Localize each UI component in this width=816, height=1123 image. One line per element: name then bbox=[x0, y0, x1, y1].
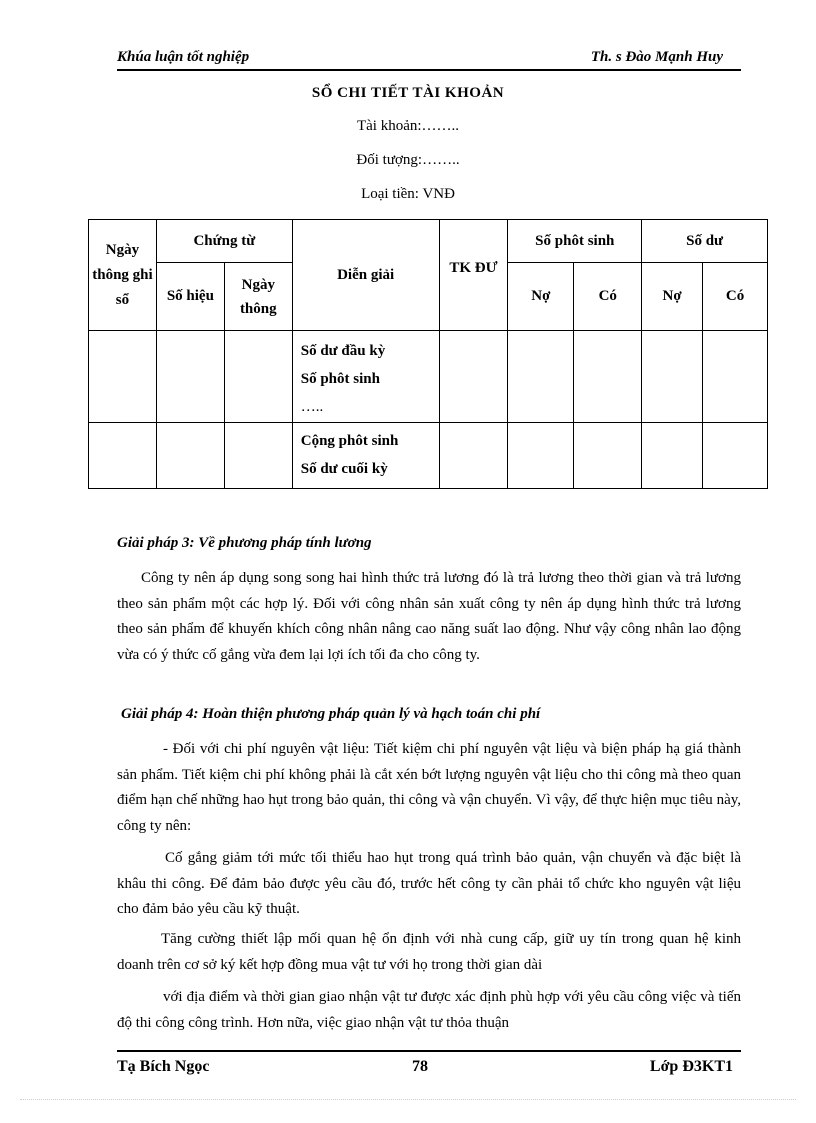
col-arising-credit-header: Có bbox=[574, 263, 642, 331]
col-voucher-no-header: Số hiệu bbox=[156, 263, 224, 331]
section4-paragraph-4: với địa điểm và thời gian giao nhận vật tư được xác định phù hợp với yêu cầu công việc và tiến độ thi công công trình. Hơn nữa, việc giao nhận vật tư thỏa thuận bbox=[117, 989, 741, 1031]
col-contra-header: TK ĐƯ bbox=[439, 220, 508, 331]
section4-paragraph-1: - Đối với chi phí nguyên vật liệu: Tiết kiệm chi phí nguyên vật liệu và biện pháp hạ giá thành sản phẩm. Tiết kiệm chi phí không phải là cắt xén bớt lượng nguyên vật liệu cho thi công mà theo quan điểm hạn chế những hao hụt trong bảo quản, thi công và vận chuyển. Vì vậy, để thực hiện mục tiêu này, công ty nên: bbox=[117, 741, 741, 834]
col-date-header: Ngày thông ghi sổ bbox=[89, 220, 157, 331]
page-header bbox=[117, 47, 741, 69]
section4-heading: Giải pháp 4: Hoàn thiện phương pháp quản lý và hạch toán chi phí bbox=[121, 706, 541, 722]
header-supervisor: Th. s Đào Mạnh Huy bbox=[590, 49, 723, 65]
table-row bbox=[89, 423, 768, 489]
closing-balance-label: Số dư cuối kỳ bbox=[300, 461, 388, 477]
total-arising-label: Cộng phôt sinh bbox=[300, 433, 399, 449]
ledger-currency: Loại tiền: VNĐ bbox=[361, 186, 455, 202]
row-desc-opening bbox=[292, 331, 439, 423]
footer-rule bbox=[117, 1050, 741, 1052]
row-desc-closing bbox=[292, 423, 439, 489]
col-desc-header: Diễn giải bbox=[292, 220, 439, 331]
opening-balance-label: Số dư đầu kỳ bbox=[300, 343, 386, 359]
col-balance-debit-header: Nợ bbox=[642, 263, 703, 331]
section3-heading: Giải pháp 3: Về phương pháp tính lương bbox=[117, 535, 372, 551]
col-balance-credit-header: Có bbox=[703, 263, 768, 331]
ledger-table bbox=[88, 219, 768, 489]
col-arising-header: Số phôt sinh bbox=[508, 220, 642, 263]
page-bottom-divider bbox=[20, 1099, 796, 1100]
arising-label: Số phôt sinh bbox=[300, 371, 380, 387]
col-voucher-date-header: Ngày thông bbox=[224, 263, 292, 331]
table-row bbox=[89, 331, 768, 423]
col-arising-debit-header: Nợ bbox=[508, 263, 574, 331]
ledger-object: Đối tượng:…….. bbox=[356, 152, 460, 168]
ledger-account: Tài khoản:…….. bbox=[356, 118, 460, 134]
section4-paragraph-2: Cố gắng giảm tới mức tối thiểu hao hụt trong quá trình bảo quản, vận chuyển và đặc biệt là khâu thi công. Để đảm bảo được yêu cầu đó, trước hết công ty cần phải tổ chức kho nguyên vật liệu cho đảm bảo yêu cầu kỹ thuật. bbox=[117, 850, 741, 917]
section4-paragraph-3: Tăng cường thiết lập mối quan hệ ổn định với nhà cung cấp, giữ uy tín trong quan hệ kinh doanh trên cơ sở ký kết hợp đồng mua vật tư với họ trong thời gian dài bbox=[117, 931, 741, 973]
ellipsis-label: ….. bbox=[300, 399, 324, 415]
page-footer bbox=[117, 1056, 741, 1080]
section3-paragraph: Công ty nên áp dụng song song hai hình thức trả lương đó là trả lương theo thời gian và trả lương theo sản phẩm một các hợp lý. Đối với công nhân sản xuất công ty nên áp dụng hình thức trả lương theo sản phẩm để khuyến khích công nhân nâng cao năng suất lao động. Như vậy công nhân lao động vừa có ý thức cố gắng vừa đem lại lợi ích tối đa cho công ty. bbox=[117, 570, 741, 663]
ledger-title: SỔ CHI TIẾT TÀI KHOẢN bbox=[311, 85, 505, 101]
header-thesis-label: Khúa luận tốt nghiệp bbox=[117, 49, 250, 65]
col-voucher-header: Chứng từ bbox=[156, 220, 292, 263]
page-number: 78 bbox=[412, 1058, 428, 1075]
footer-author: Tạ Bích Ngọc bbox=[117, 1058, 210, 1075]
header-rule bbox=[117, 69, 741, 71]
col-balance-header: Số dư bbox=[642, 220, 768, 263]
footer-class: Lớp Đ3KT1 bbox=[649, 1058, 733, 1075]
